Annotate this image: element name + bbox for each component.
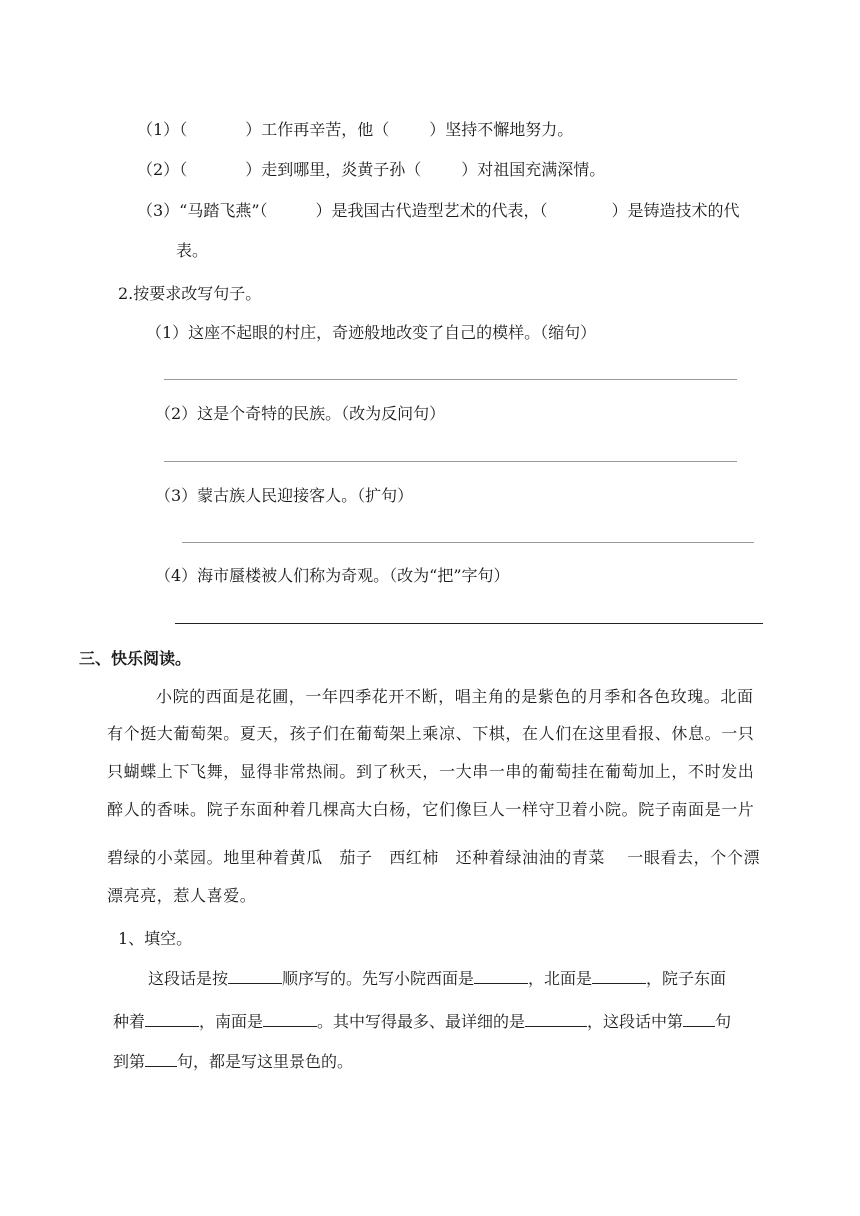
blank[interactable]: [145, 1051, 177, 1067]
answer-line-3[interactable]: [182, 542, 754, 543]
section-heading: 三、快乐阅读。: [79, 649, 192, 668]
fill-item-3-line1: （3）“马踏飞燕”（ ）是我国古代造型艺术的代表，（ ）是铸造技术的代: [137, 201, 740, 220]
passage-line: 漂亮亮，惹人喜爱。: [107, 886, 257, 905]
rewrite-q4: （4）海市蜃楼被人们称为奇观。（改为“把”字句）: [155, 566, 510, 585]
blank[interactable]: [145, 1011, 199, 1027]
fill-item-3-line2: 表。: [176, 241, 209, 260]
passage-line: 只蝴蝶上下飞舞，显得非常热闹。到了秋天，一大串一串的葡萄挂在葡萄加上，不时发出: [107, 762, 755, 781]
rewrite-q2: （2）这是个奇特的民族。（改为反问句）: [155, 404, 446, 423]
passage-line: 有个挺大葡萄架。夏天，孩子们在葡萄架上乘凉、下棋，在人们在这里看报、休息。一只: [107, 724, 755, 743]
task-heading: 1、填空。: [118, 929, 193, 948]
answer-line-1[interactable]: [164, 379, 737, 380]
answer-line-2[interactable]: [164, 461, 737, 462]
blank[interactable]: [228, 968, 282, 984]
blank[interactable]: [592, 968, 646, 984]
passage-line: 醉人的香味。院子东面种着几棵高大白杨，它们像巨人一样守卫着小院。院子南面是一片: [107, 800, 755, 819]
blank[interactable]: [263, 1011, 317, 1027]
rewrite-q1: （1）这座不起眼的村庄，奇迹般地改变了自己的模样。（缩句）: [146, 323, 597, 342]
item-number: （1）: [137, 120, 180, 139]
item-number: （2）: [137, 160, 180, 179]
fill-line-2: 种着 ，南面是 。其中写得最多、最详细的是 ，这段话中第 句: [113, 1012, 732, 1031]
fill-item-1: （1）（ ）工作再辛苦，他（ ）坚持不懈地努力。: [137, 120, 574, 139]
answer-line-4[interactable]: [175, 623, 763, 624]
fill-line-1: 这段话是按 顺序写的。先写小院西面是 ，北面是 ，院子东面: [148, 969, 727, 988]
fill-line-3: 到第 句，都是写这里景色的。: [113, 1052, 354, 1071]
passage-line: 碧绿的小菜园。地里种着黄瓜 茄子 西红柿 还种着绿油油的青菜 一眼看去，个个漂: [107, 848, 761, 867]
rewrite-q3: （3）蒙古族人民迎接客人。（扩句）: [155, 486, 414, 505]
blank[interactable]: [683, 1011, 715, 1027]
blank[interactable]: [525, 1011, 587, 1027]
fill-item-2: （2）（ ）走到哪里，炎黄子孙（ ）对祖国充满深情。: [137, 160, 606, 179]
rewrite-heading: 2.按要求改写句子。: [118, 284, 262, 303]
passage-line: 小院的西面是花圃，一年四季花开不断，唱主角的是紫色的月季和各色玫瑰。北面: [156, 687, 754, 706]
blank[interactable]: [474, 968, 528, 984]
